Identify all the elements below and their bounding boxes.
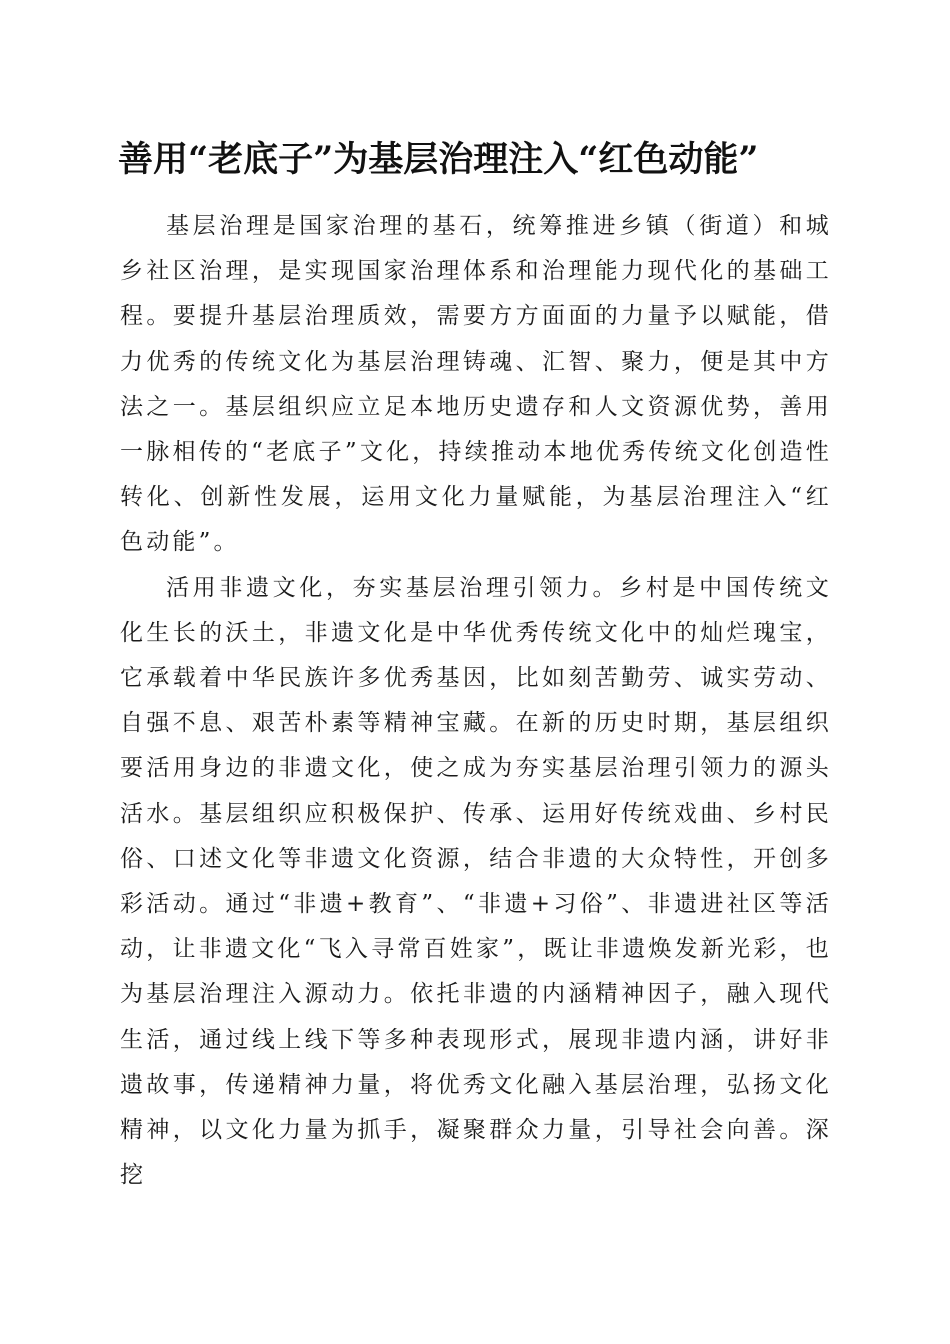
paragraph-intangible-heritage: 活用非遗文化，夯实基层治理引领力。乡村是中国传统文化生长的沃土，非遗文化是中华优秀传统文化中的灿烂瑰宝，它承载着中华民族许多优秀基因，比如刻苦勤劳、诚实劳动、自强不息、艰苦朴素等精神宝藏。在新的历史时期，基层组织要活用身边的非遗文化，使之成为夯实基层治理引领力的源头活水。基层组织应积极保护、传承、运用好传统戏曲、乡村民俗、口述文化等非遗文化资源，结合非遗的大众特性，开创多彩活动。通过“非遗+教育”、“非遗+习俗”、非遗进社区等活动，让非遗文化“飞入寻常百姓家”，既让非遗焕发新光彩，也为基层治理注入源动力。依托非遗的内涵精神因子，融入现代生活，通过线上线下等多种表现形式，展现非遗内涵，讲好非遗故事，传递精神力量，将优秀文化融入基层治理，弘扬文化精神，以文化力量为抓手，凝聚群众力量，引导社会向善。深挖 <box>120 574 832 1189</box>
page-title: 善用“老底子”为基层治理注入“红色动能” <box>118 139 759 180</box>
paragraph-intro: 基层治理是国家治理的基石，统筹推进乡镇（街道）和城乡社区治理，是实现国家治理体系和治理能力现代化的基础工程。要提升基层治理质效，需要方方面面的力量予以赋能，借力优秀的传统文化为基层治理铸魂、汇智、聚力，便是其中方法之一。基层组织应立足本地历史遗存和人文资源优势，善用一脉相传的“老底子”文化，持续推动本地优秀传统文化创造性转化、创新性发展，运用文化力量赋能，为基层治理注入“红色动能”。 <box>120 213 832 556</box>
article-body <box>120 204 832 1198</box>
